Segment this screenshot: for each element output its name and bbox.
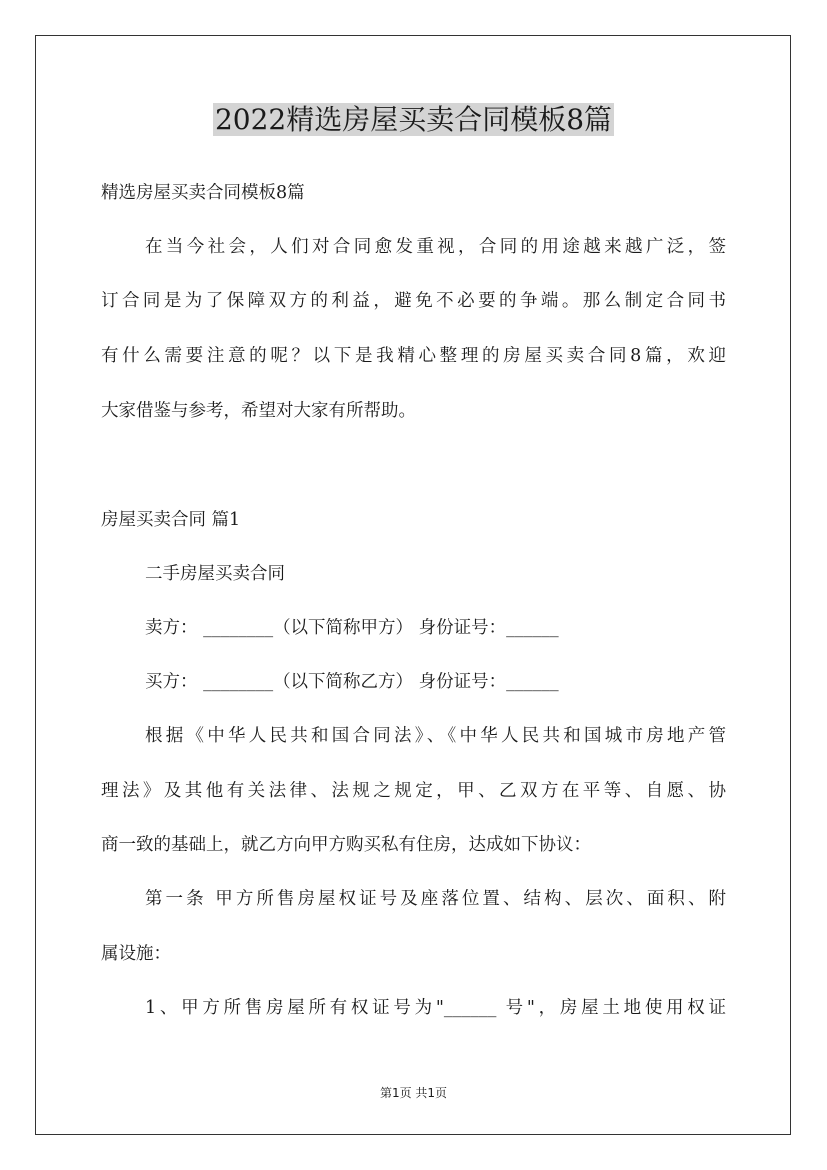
buyer-line: 买方： ________（以下简称乙方） 身份证号：______ bbox=[145, 672, 559, 692]
document-title bbox=[0, 100, 827, 140]
intro-line-1: 在当今社会，人们对合同愈发重视，合同的用途越来越广泛，签 bbox=[145, 237, 726, 257]
basis-line-2: 理法》及其他有关法律、法规之规定，甲、乙双方在平等、自愿、协 bbox=[101, 781, 726, 801]
clause1-line: 1、甲方所售房屋所有权证号为"______ 号"，房屋土地使用权证 bbox=[145, 998, 726, 1018]
basis-line-1: 根据《中华人民共和国合同法》、《中华人民共和国城市房地产管 bbox=[145, 726, 726, 746]
contract-title: 二手房屋买卖合同 bbox=[145, 564, 285, 584]
seller-line: 卖方： ________（以下简称甲方） 身份证号：______ bbox=[145, 618, 559, 638]
article1-line-2: 属设施： bbox=[101, 944, 171, 964]
intro-line-2: 订合同是为了保障双方的利益，避免不必要的争端。那么制定合同书 bbox=[101, 291, 726, 311]
document-title-text: 2022精选房屋买卖合同模板8篇 bbox=[214, 103, 613, 136]
article1-line-1: 第一条 甲方所售房屋权证号及座落位置、结构、层次、面积、附 bbox=[145, 889, 726, 909]
section-heading: 房屋买卖合同 篇1 bbox=[101, 510, 241, 530]
intro-line-3: 有什么需要注意的呢？以下是我精心整理的房屋买卖合同8篇，欢迎 bbox=[101, 346, 726, 366]
page-footer: 第1页 共1页 bbox=[379, 1086, 448, 1100]
subtitle: 精选房屋买卖合同模板8篇 bbox=[101, 183, 305, 203]
basis-line-3: 商一致的基础上，就乙方向甲方购买私有住房，达成如下协议： bbox=[101, 835, 591, 855]
intro-line-4: 大家借鉴与参考，希望对大家有所帮助。 bbox=[101, 401, 416, 421]
